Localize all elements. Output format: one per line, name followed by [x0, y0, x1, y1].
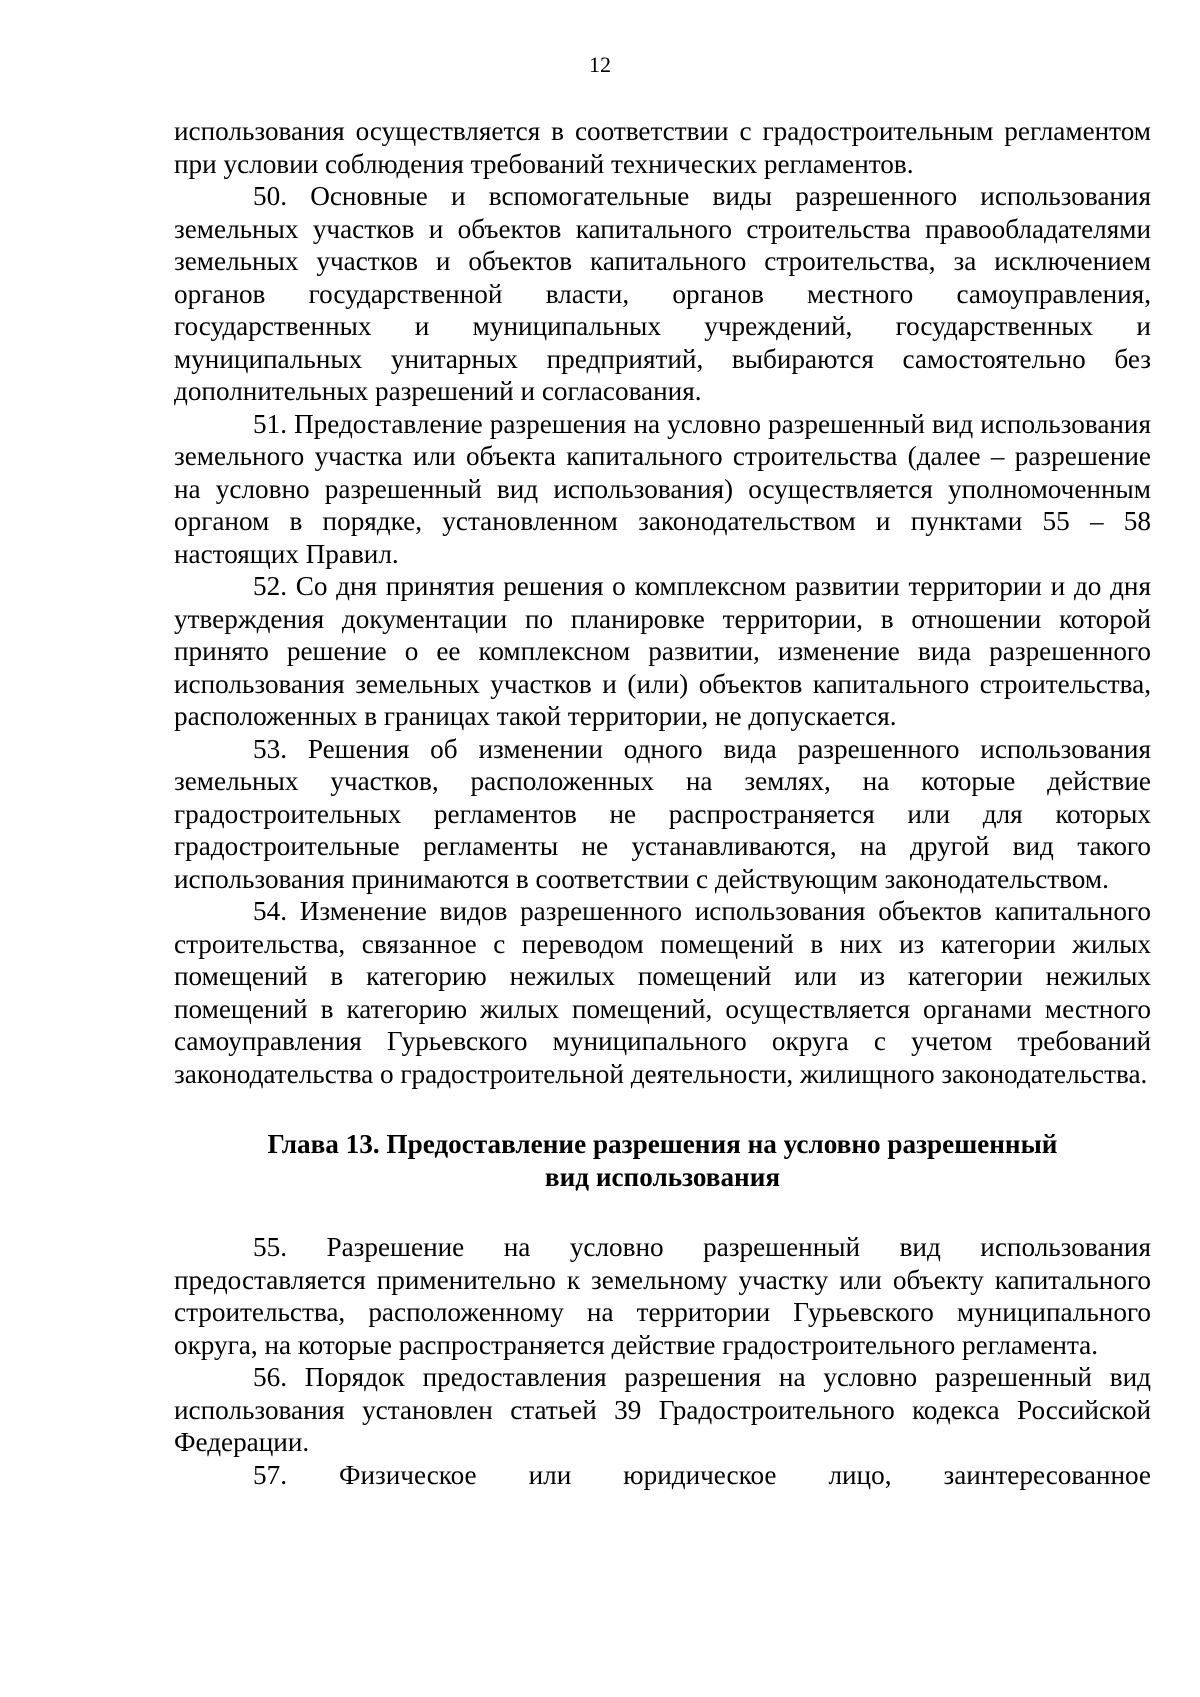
chapter-heading	[174, 1128, 1151, 1193]
chapter-heading-line-2: вид использования	[544, 1161, 781, 1192]
paragraph-52: 52. Со дня принятия решения о комплексном развитии территории и до дня утверждения документации по планировке территории, в отношении которой принято решение о ее комплексном развитии, изменение вида разрешенного использования земельных участков и (или) объектов капитального строительства, расположенных в границах такой территории, не допускается.	[174, 571, 1151, 731]
paragraph-continuation: использования осуществляется в соответствии с градостроительным регламентом при условии соблюдения требований технических регламентов.	[174, 116, 1151, 179]
paragraph-53: 53. Решения об изменении одного вида разрешенного использования земельных участков, расположенных на землях, на которые действие градостроительных регламентов не распространяется или для которых градостроительные регламенты не устанавливаются, на другой вид такого использования принимаются в соответствии с действующим законодательством.	[174, 733, 1151, 894]
section-spacer	[174, 1193, 1151, 1231]
paragraph-50: 50. Основные и вспомогательные виды разрешенного использования земельных участков и объектов капитального строительства правообладателями земельных участков и объектов капитального строительства, за исключением органов государственной власти, органов местного самоуправления, государственных и муниципальных учреждений, государственных и муниципальных унитарных предприятий, выбираются самостоятельно без дополнительных разрешений и согласования.	[174, 181, 1151, 406]
paragraph-54: 54. Изменение видов разрешенного использования объектов капитального строительства, связанное с переводом помещений в них из категории жилых помещений в категорию нежилых помещений или из категории нежилых помещений в категорию жилых помещений, осуществляется органами местного самоуправления Гурьевского муниципального округа с учетом требований законодательства о градостроительной деятельности, жилищного законодательства.	[174, 896, 1151, 1089]
paragraph-56: 56. Порядок предоставления разрешения на условно разрешенный вид использования установлен статьей 39 Градостроительного кодекса Российской Федерации.	[174, 1362, 1151, 1457]
chapter-heading-line-1: Глава 13. Предоставление разрешения на условно разрешенный	[267, 1129, 1058, 1159]
paragraph-51: 51. Предоставление разрешения на условно разрешенный вид использования земельного участка или объекта капитального строительства (далее – разрешение на условно разрешенный вид использования) осуществляется уполномоченным органом в порядке, установленном законодательством и пунктами 55 – 58 настоящих Правил.	[174, 408, 1151, 569]
page-number: 12	[589, 52, 611, 77]
document-body	[174, 115, 1151, 1491]
paragraph-57: 57. Физическое или юридическое лицо, заинтересованное	[253, 1459, 1151, 1490]
paragraph-55: 55. Разрешение на условно разрешенный вид использования предоставляется применительно к земельному участку или объекту капитального строительства, расположенному на территории Гурьевского муниципального округа, на которые распространяется действие градостроительного регламента.	[174, 1232, 1151, 1360]
